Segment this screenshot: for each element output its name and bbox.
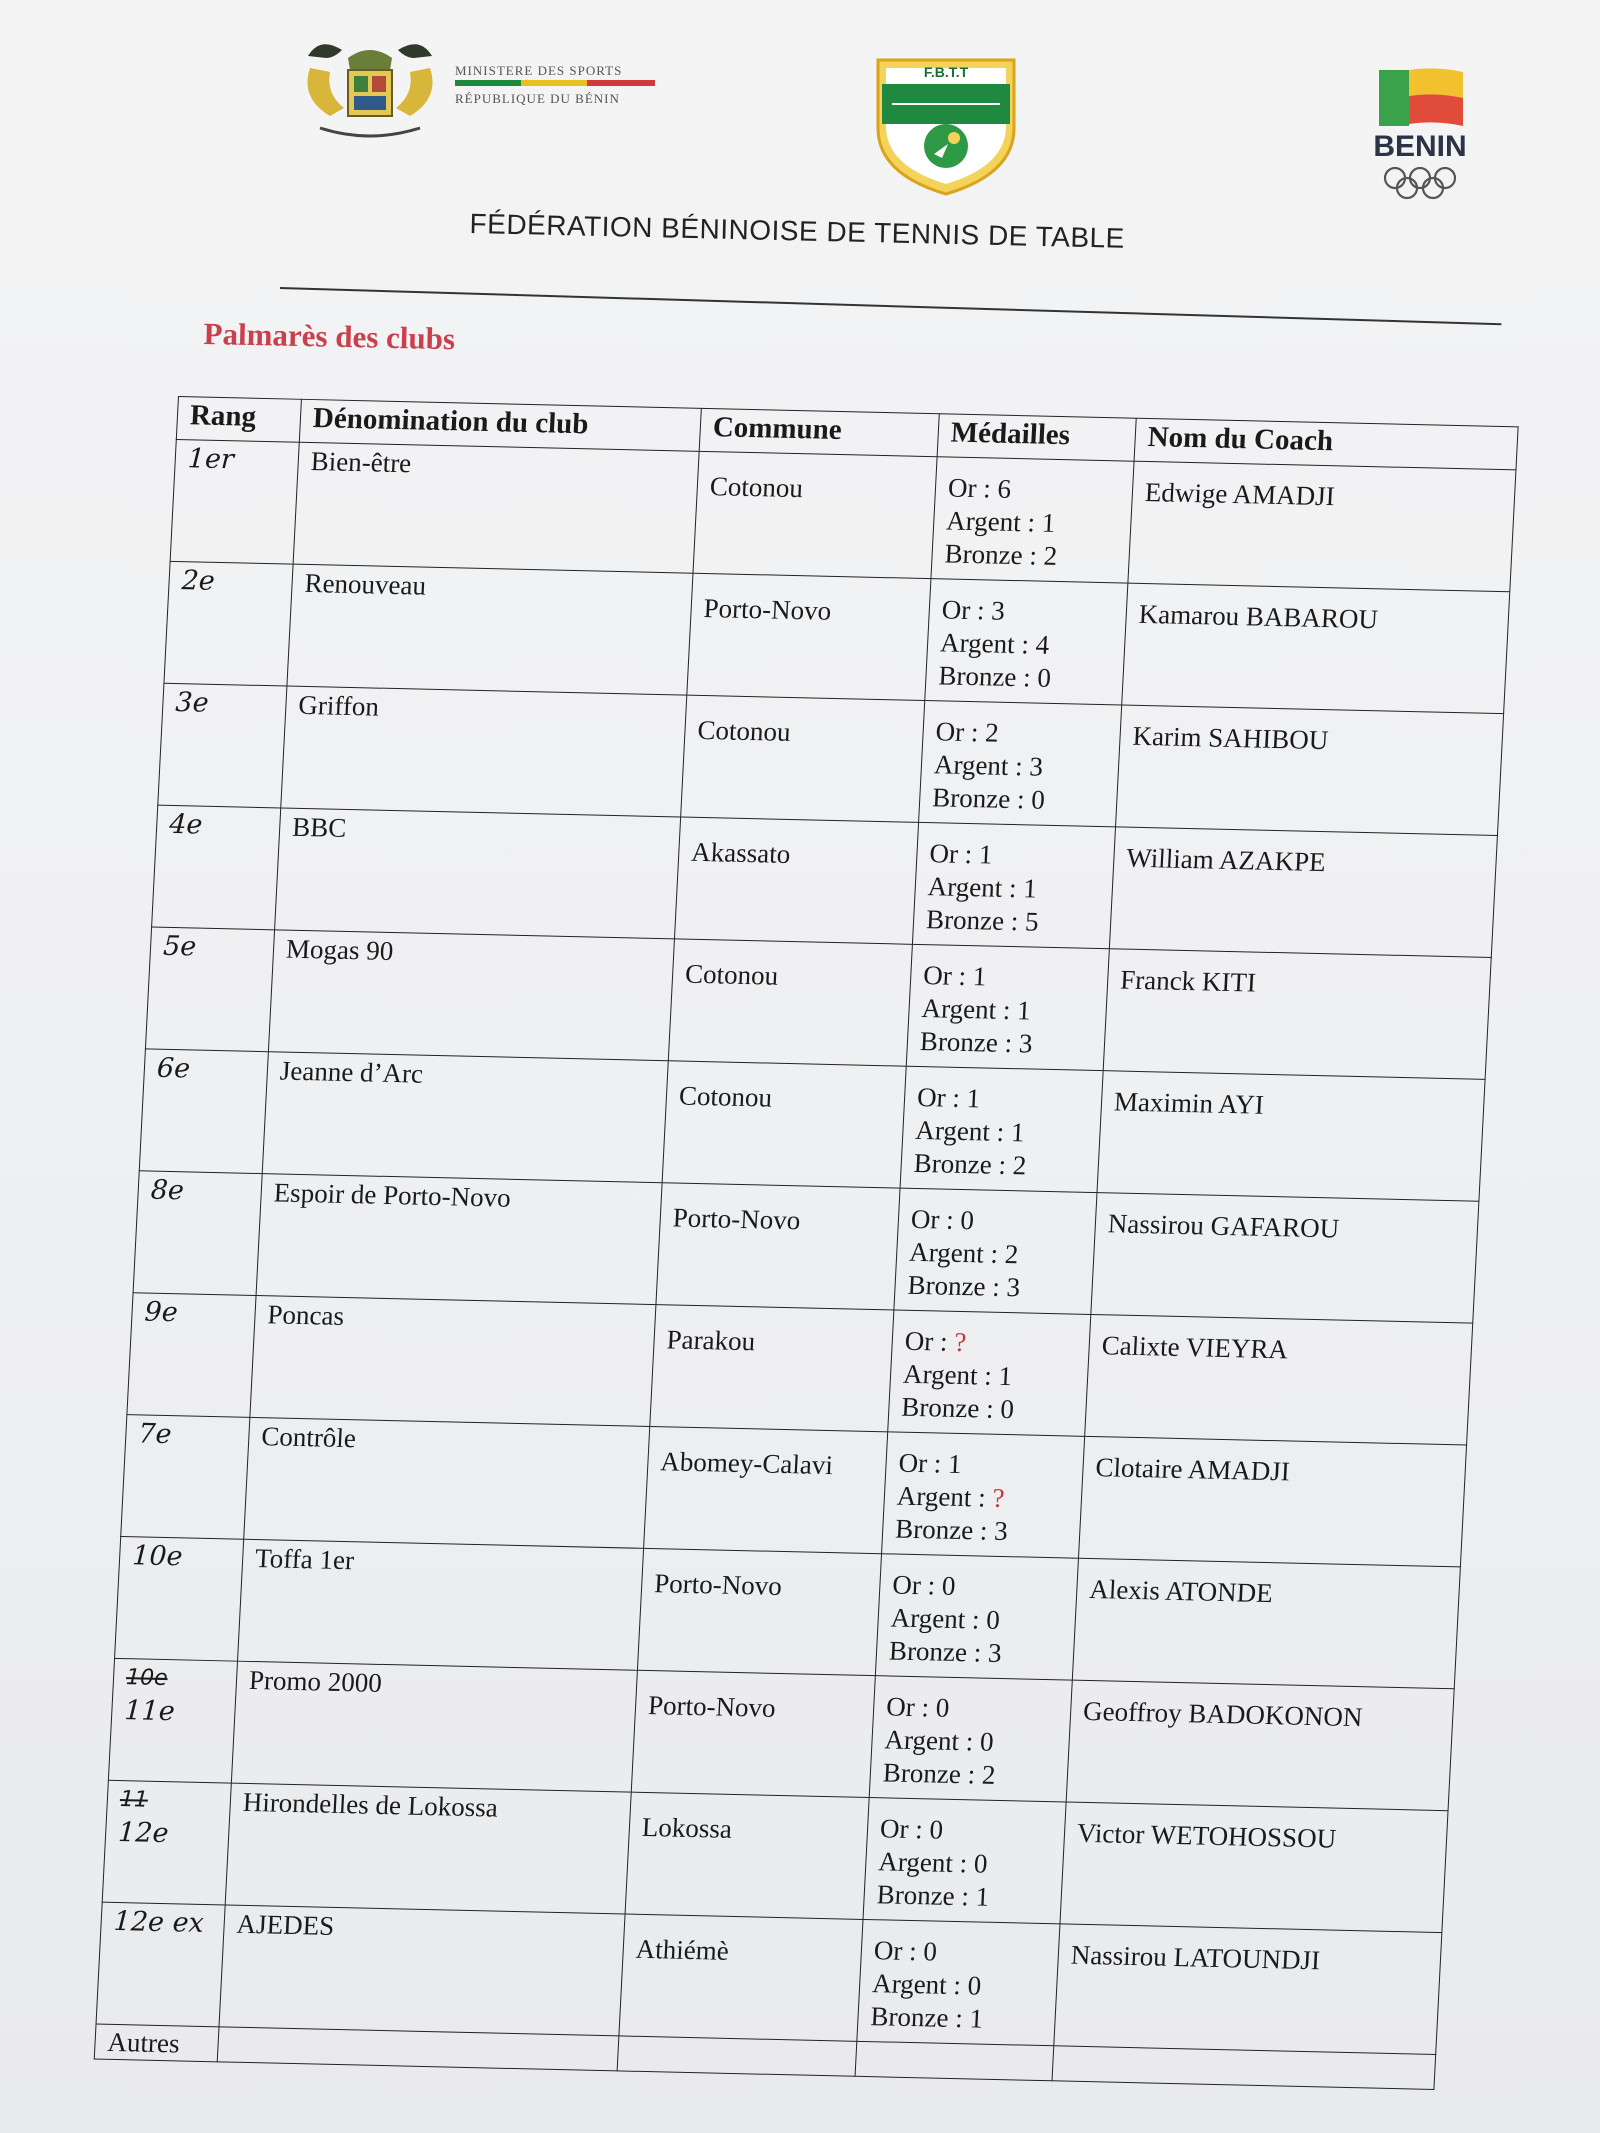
coach-name: Nassirou GAFAROU (1091, 1193, 1479, 1324)
club-name: BBC (275, 808, 681, 939)
column-header-club: Dénomination du club (299, 399, 701, 451)
club-name: Espoir de Porto-Novo (256, 1174, 662, 1305)
medals-cell (875, 1554, 1078, 1680)
header-divider (280, 287, 1502, 325)
rank-value: 12e (117, 1817, 170, 1850)
coach-name: Clotaire AMADJI (1078, 1436, 1466, 1567)
commune: Porto-Novo (687, 573, 931, 700)
medal-bronze: Bronze : 0 (931, 782, 1046, 815)
medals-cell (925, 579, 1128, 705)
rank-value: 10e (131, 1540, 184, 1573)
medal-argent: Argent : 4 (939, 627, 1050, 660)
coach-name: Nassirou LATOUNDJI (1054, 1924, 1442, 2055)
medal-argent: Argent : ? (896, 1480, 1006, 1514)
rank-value: 5e (162, 930, 198, 963)
rank-cell (127, 1293, 256, 1418)
medal-or: Or : 1 (928, 838, 994, 870)
medal-or: Or : 0 (910, 1203, 975, 1236)
coach-name: Alexis ATONDE (1072, 1558, 1460, 1689)
rank-value: 7e (137, 1418, 173, 1451)
rank-cell (145, 927, 274, 1052)
medal-bronze: Bronze : 0 (937, 660, 1052, 693)
ministry-line-1: MINISTERE DES SPORTS (455, 63, 623, 78)
coat-of-arms-icon (290, 28, 450, 148)
medal-argent: Argent : 3 (933, 749, 1044, 782)
medals-cell (869, 1676, 1072, 1802)
medal-or: Or : 0 (891, 1569, 957, 1601)
medal-argent: Argent : 0 (883, 1724, 995, 1757)
rank-value: 3e (174, 687, 210, 719)
medal-bronze: Bronze : 2 (913, 1147, 1028, 1181)
medals-cell (906, 944, 1109, 1070)
letterhead (0, 0, 1600, 330)
medal-argent: Argent : 1 (927, 871, 1038, 904)
medal-argent: Argent : 1 (914, 1114, 1026, 1148)
commune: Cotonou (693, 451, 937, 578)
empty-cell (617, 2036, 857, 2076)
club-name: Mogas 90 (268, 930, 674, 1061)
table-body (94, 439, 1516, 2089)
medal-argent: Argent : 0 (877, 1846, 989, 1879)
commune: Porto-Novo (656, 1183, 900, 1310)
medal-argent: Argent : 1 (945, 505, 1057, 538)
medal-bronze: Bronze : 3 (894, 1513, 1009, 1547)
medals-cell (900, 1066, 1103, 1192)
commune: Lokossa (625, 1792, 869, 1919)
rank-cell (152, 805, 281, 930)
medal-bronze: Bronze : 0 (900, 1391, 1015, 1425)
rank-cell (115, 1536, 244, 1661)
column-header-rang: Rang (176, 397, 301, 443)
commune: Parakou (650, 1305, 894, 1432)
fbtt-logo (872, 58, 1020, 196)
commune: Abomey-Calavi (644, 1426, 888, 1553)
rank-value: 1er (187, 443, 235, 476)
question-mark: ? (991, 1482, 1006, 1514)
rank-value: 12e ex (112, 1905, 205, 1939)
benin-flag-icon (1365, 66, 1475, 130)
coach-name: Kamarou BABAROU (1122, 583, 1510, 714)
club-name: Hirondelles de Lokossa (225, 1783, 631, 1914)
medal-bronze: Bronze : 3 (888, 1635, 1003, 1668)
medal-argent: Argent : 1 (920, 993, 1032, 1026)
ministry-line-2: RÉPUBLIQUE DU BÉNIN (455, 91, 620, 106)
medals-cell (912, 822, 1115, 948)
medal-or: Or : 1 (922, 960, 988, 992)
commune: Cotonou (662, 1061, 906, 1188)
medal-or: Or : 0 (885, 1691, 951, 1723)
rank-value: 2e (180, 565, 216, 597)
rankings-table-grid (94, 396, 1519, 2090)
flag-stripe (455, 80, 655, 86)
medals-cell (863, 1798, 1066, 1924)
rank-cell (121, 1415, 250, 1540)
commune: Athiémè (619, 1914, 863, 2041)
commune: Cotonou (668, 939, 912, 1066)
club-name: Jeanne d’Arc (262, 1052, 668, 1183)
club-name: AJEDES (219, 1905, 625, 2036)
column-header-medailles: Médailles (937, 414, 1136, 461)
medals-cell (888, 1310, 1091, 1436)
rank-cell (164, 561, 293, 686)
rank-struck: 11 (119, 1787, 149, 1813)
commune: Cotonou (681, 695, 925, 822)
medal-bronze: Bronze : 2 (882, 1757, 997, 1790)
rank-cell (158, 683, 287, 808)
rank-cell (139, 1049, 268, 1174)
club-name: Bien-être (293, 442, 699, 573)
empty-cell (855, 2041, 1054, 2080)
medal-bronze: Bronze : 2 (943, 538, 1058, 571)
coach-name: Maximin AYI (1097, 1071, 1485, 1202)
autres-label: Autres (94, 2024, 219, 2062)
medal-argent: Argent : 0 (871, 1968, 983, 2001)
rank-value: 6e (156, 1052, 191, 1085)
medal-argent: Argent : 2 (908, 1236, 1020, 1270)
column-header-coach: Nom du Coach (1134, 418, 1518, 470)
benin-label: BENIN (1373, 130, 1467, 163)
rank-cell (96, 1902, 225, 2027)
medal-or: Or : 0 (873, 1935, 938, 1967)
medals-cell (857, 1919, 1060, 2045)
coach-name: Geoffroy BADOKONON (1066, 1680, 1454, 1811)
coach-name: Edwige AMADJI (1128, 461, 1516, 592)
empty-cell (1052, 2046, 1436, 2090)
club-name: Contrôle (244, 1417, 650, 1548)
commune: Porto-Novo (631, 1670, 875, 1797)
medals-cell (931, 457, 1134, 583)
club-name: Griffon (281, 686, 687, 817)
rankings-table (94, 396, 1518, 2090)
section-title: Palmarès des clubs (203, 316, 456, 357)
commune: Akassato (674, 817, 918, 944)
medals-cell (894, 1188, 1097, 1314)
rank-struck: 10e (125, 1665, 169, 1692)
medal-bronze: Bronze : 3 (906, 1269, 1021, 1303)
medal-or: Or : 6 (947, 472, 1012, 504)
commune: Porto-Novo (637, 1548, 881, 1675)
medal-argent: Argent : 1 (902, 1358, 1013, 1392)
coach-name: Calixte VIEYRA (1085, 1314, 1473, 1445)
coach-name: Franck KITI (1103, 949, 1491, 1080)
rank-value: 11e (123, 1695, 176, 1728)
medal-argent: Argent : 0 (890, 1602, 1001, 1635)
medal-bronze: Bronze : 3 (919, 1026, 1034, 1059)
question-mark: ? (953, 1326, 968, 1358)
medal-or: Or : 0 (879, 1813, 944, 1845)
medal-or: Or : ? (904, 1325, 968, 1358)
medal-or: Or : 1 (916, 1081, 981, 1114)
club-name: Toffa 1er (238, 1539, 644, 1670)
rank-value: 9e (143, 1296, 179, 1329)
medals-cell (919, 701, 1122, 827)
rank-value: 8e (150, 1174, 185, 1207)
ministry-logo (290, 28, 670, 148)
rank-value: 4e (168, 808, 204, 841)
medal-bronze: Bronze : 1 (876, 1879, 991, 1912)
club-name: Poncas (250, 1296, 656, 1427)
coach-name: Victor WETOHOSSOU (1060, 1802, 1448, 1933)
olympic-rings-icon (1383, 166, 1457, 200)
rank-cell (108, 1658, 237, 1783)
medal-or: Or : 2 (934, 716, 1000, 748)
club-name: Promo 2000 (231, 1661, 637, 1792)
medal-bronze: Bronze : 1 (869, 2001, 984, 2034)
club-name: Renouveau (287, 564, 693, 695)
medal-or: Or : 1 (897, 1447, 963, 1480)
benin-olympic-logo (1365, 66, 1475, 206)
medal-bronze: Bronze : 5 (925, 904, 1040, 937)
rank-cell (133, 1171, 262, 1296)
fbtt-label: F.B.T.T (923, 64, 969, 80)
rank-cell (102, 1780, 231, 1905)
medal-or: Or : 3 (941, 594, 1006, 626)
coach-name: William AZAKPE (1109, 827, 1497, 958)
coach-name: Karim SAHIBOU (1116, 705, 1504, 836)
federation-title: FÉDÉRATION BÉNINOISE DE TENNIS DE TABLE (469, 208, 1126, 254)
medals-cell (882, 1432, 1085, 1558)
column-header-commune: Commune (699, 408, 939, 456)
rank-cell (170, 439, 299, 564)
